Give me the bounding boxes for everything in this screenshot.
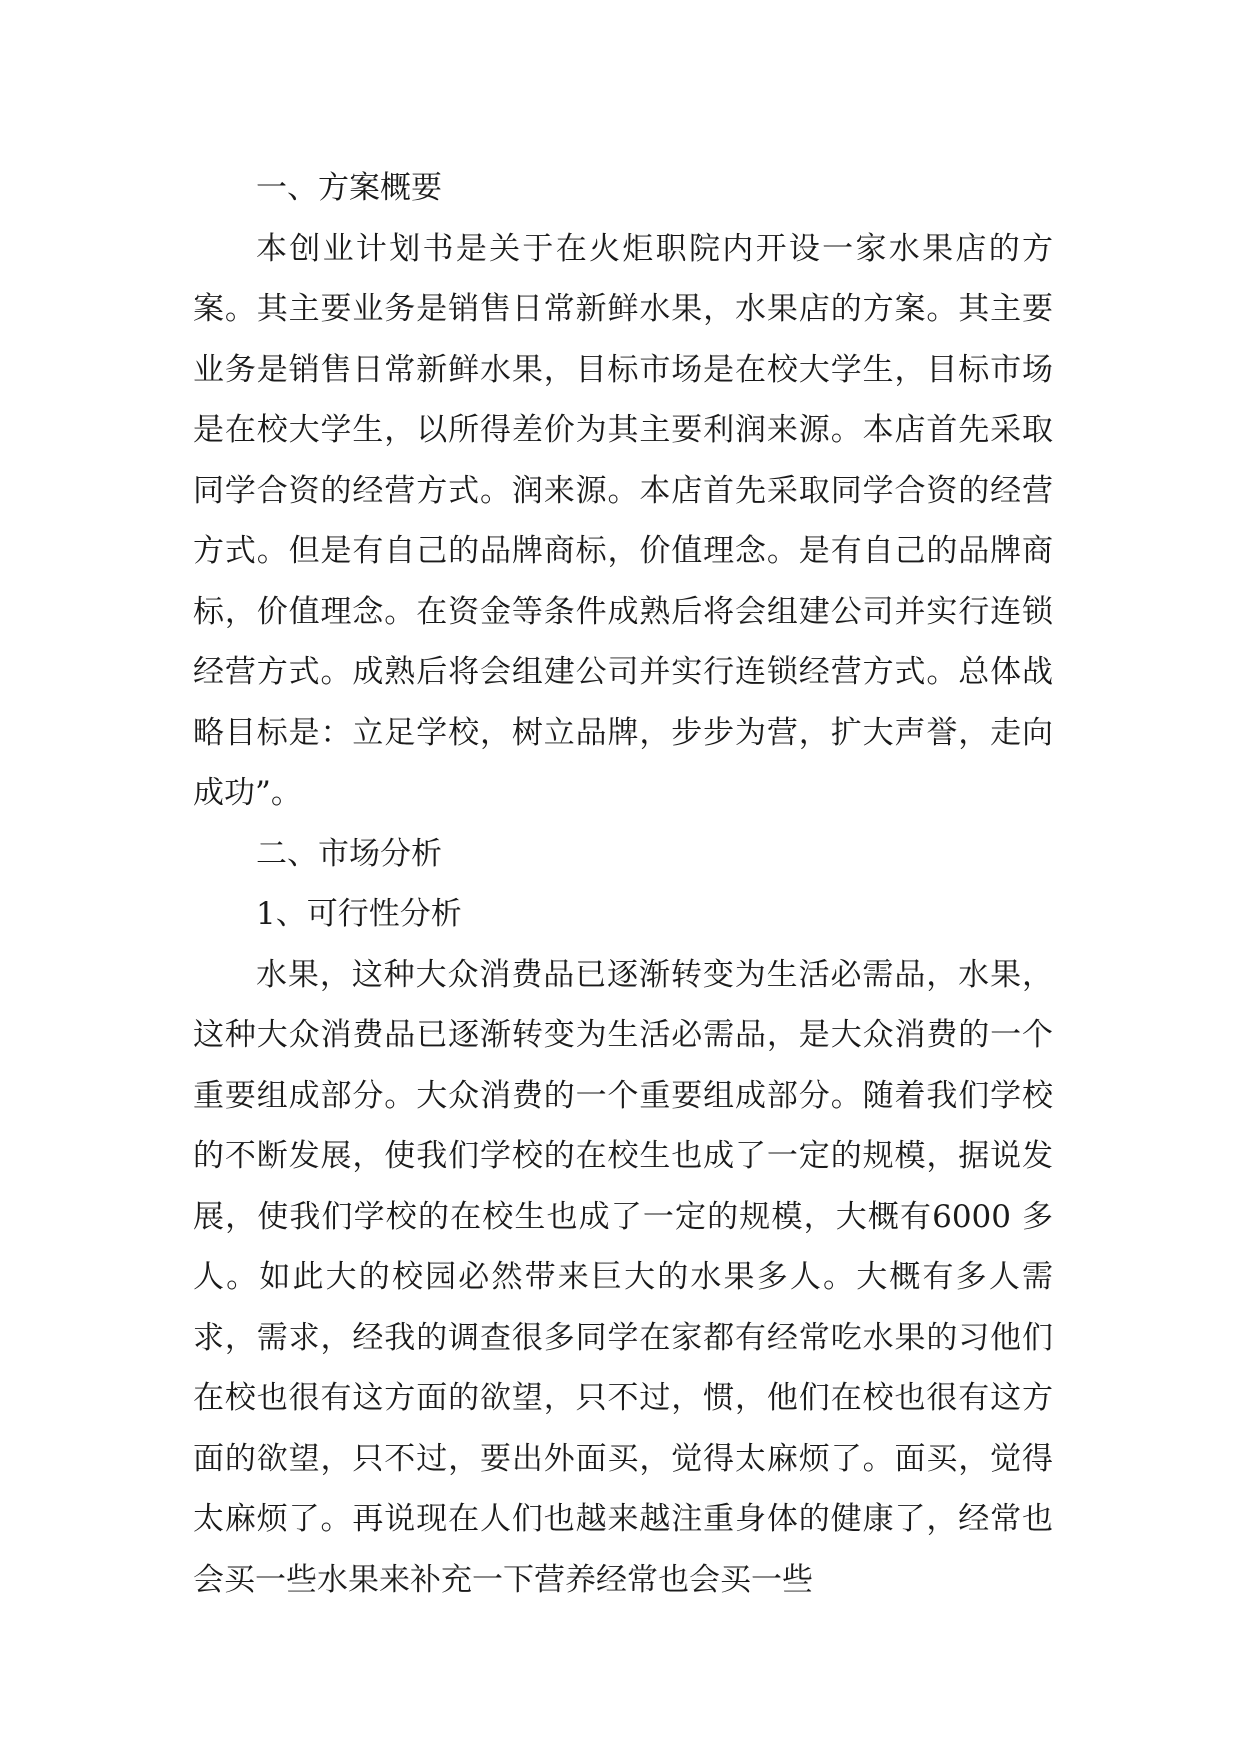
overview-paragraph: 本创业计划书是关于在火炬职院内开设一家水果店的方案。其主要业务是销售日常新鲜水果，水果店的方案。其主要业务是销售日常新鲜水果，目标市场是在校大学生，目标市场是在校大学生，以所得差价为其主要利润来源。本店首先采取同学合资的经营方式。润来源。本店首先采取同学合资的经营方式。但是有自己的品牌商标，价值理念。是有自己的品牌商标，价值理念。在资金等条件成熟后将会组建公司并实行连锁经营方式。成熟后将会组建公司并实行连锁经营方式。总体战略目标是：立足学校，树立品牌，步步为营，扩大声誉，走向成功”。: [193, 230, 1053, 811]
subsection-heading-feasibility: 1、可行性分析: [256, 896, 462, 932]
document-page: [193, 158, 1053, 1610]
section-heading-overview: 一、方案概要: [256, 170, 442, 206]
section-heading-market-analysis: 二、市场分析: [256, 835, 442, 872]
feasibility-paragraph: 水果，这种大众消费品已逐渐转变为生活必需品，水果，这种大众消费品已逐渐转变为生活必需品，是大众消费的一个重要组成部分。大众消费的一个重要组成部分。随着我们学校的不断发展，使我们学校的在校生也成了一定的规模，据说发展，使我们学校的在校生也成了一定的规模，大概有6000 多人。如此大的校园必然带来巨大的水果多人。大概有多人需求，需求，经我的调查很多同学在家都有经常吃水果的习他们在校也很有这方面的欲望，只不过，惯，他们在校也很有这方面的欲望，只不过，要出外面买，觉得太麻烦了。面买，觉得太麻烦了。再说现在人们也越来越注重身体的健康了，经常也会买一些水果来补充一下营养经常也会买一些: [193, 956, 1053, 1598]
